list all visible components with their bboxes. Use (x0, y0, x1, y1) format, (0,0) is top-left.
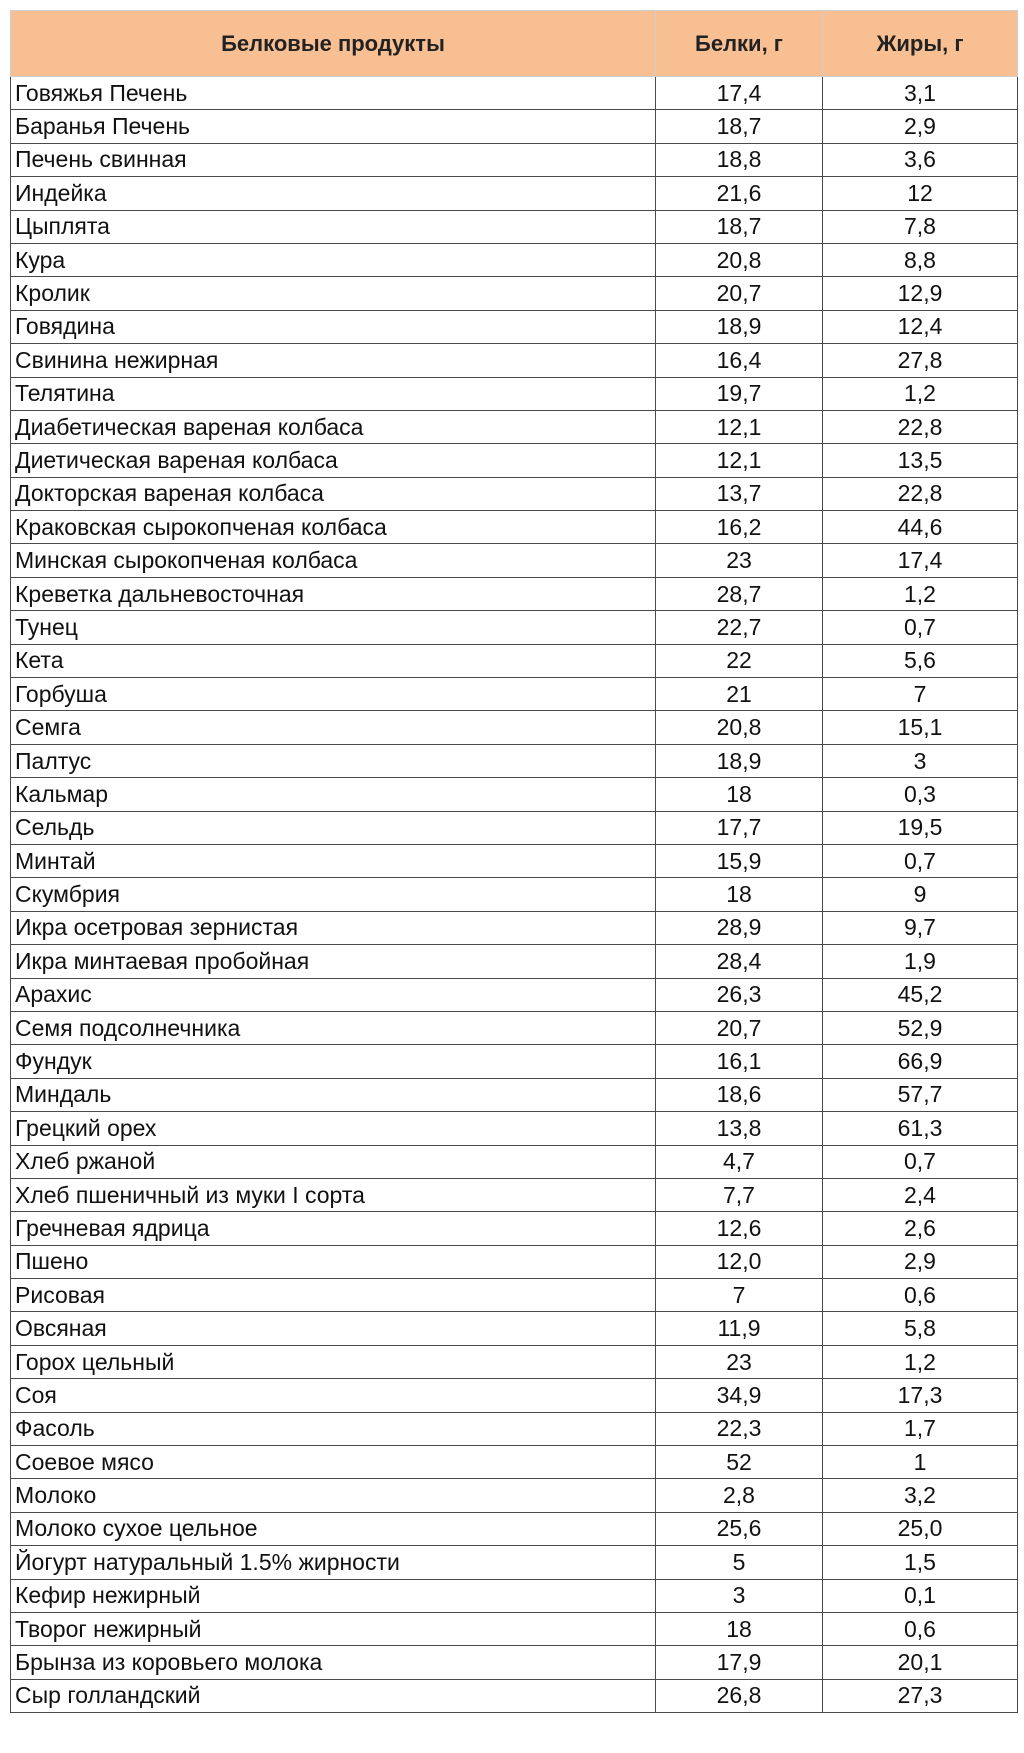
table-row (11, 644, 1018, 677)
fat-cell: 3,6 (823, 143, 1018, 176)
protein-cell: 21,6 (656, 177, 823, 210)
product-name-cell: Хлеб ржаной (11, 1145, 656, 1178)
product-name-cell: Кальмар (11, 778, 656, 811)
product-name-cell: Диетическая вареная колбаса (11, 444, 656, 477)
protein-cell: 3 (656, 1579, 823, 1612)
protein-cell: 21 (656, 678, 823, 711)
product-name-cell: Сыр голландский (11, 1679, 656, 1712)
product-name-cell: Баранья Печень (11, 110, 656, 143)
protein-cell: 22 (656, 644, 823, 677)
fat-cell: 12 (823, 177, 1018, 210)
product-name-cell: Креветка дальневосточная (11, 577, 656, 610)
protein-cell: 18 (656, 878, 823, 911)
protein-cell: 17,4 (656, 77, 823, 110)
fat-cell: 12,9 (823, 277, 1018, 310)
table-row (11, 277, 1018, 310)
table-row (11, 210, 1018, 243)
protein-cell: 13,7 (656, 477, 823, 510)
product-name-cell: Минская сырокопченая колбаса (11, 544, 656, 577)
protein-cell: 20,7 (656, 277, 823, 310)
table-row (11, 1612, 1018, 1645)
table-row (11, 177, 1018, 210)
product-name-cell: Горох цельный (11, 1345, 656, 1378)
product-name-cell: Рисовая (11, 1279, 656, 1312)
protein-cell: 5 (656, 1546, 823, 1579)
product-name-cell: Диабетическая вареная колбаса (11, 410, 656, 443)
fat-cell: 0,7 (823, 611, 1018, 644)
table-row (11, 243, 1018, 276)
fat-cell: 8,8 (823, 243, 1018, 276)
table-row (11, 377, 1018, 410)
product-name-cell: Горбуша (11, 678, 656, 711)
table-row (11, 577, 1018, 610)
fat-cell: 1,2 (823, 1345, 1018, 1378)
fat-cell: 5,8 (823, 1312, 1018, 1345)
fat-cell: 1,2 (823, 377, 1018, 410)
fat-cell: 1,2 (823, 577, 1018, 610)
table-row (11, 978, 1018, 1011)
table-row (11, 544, 1018, 577)
fat-cell: 13,5 (823, 444, 1018, 477)
table-row (11, 310, 1018, 343)
table-header (11, 11, 1018, 77)
product-name-cell: Свинина нежирная (11, 344, 656, 377)
table-row (11, 1646, 1018, 1679)
fat-cell: 0,1 (823, 1579, 1018, 1612)
fat-cell: 20,1 (823, 1646, 1018, 1679)
fat-cell: 0,3 (823, 778, 1018, 811)
protein-cell: 18,7 (656, 110, 823, 143)
protein-cell: 20,8 (656, 243, 823, 276)
fat-cell: 2,9 (823, 1245, 1018, 1278)
protein-cell: 52 (656, 1446, 823, 1479)
fat-cell: 7 (823, 678, 1018, 711)
product-name-cell: Говядина (11, 310, 656, 343)
fat-cell: 9,7 (823, 911, 1018, 944)
protein-cell: 18,6 (656, 1078, 823, 1111)
protein-cell: 20,8 (656, 711, 823, 744)
product-name-cell: Палтус (11, 744, 656, 777)
fat-cell: 0,6 (823, 1279, 1018, 1312)
protein-cell: 12,1 (656, 444, 823, 477)
table-row (11, 143, 1018, 176)
protein-cell: 18 (656, 1612, 823, 1645)
product-name-cell: Кефир нежирный (11, 1579, 656, 1612)
table-row (11, 1579, 1018, 1612)
table-row (11, 611, 1018, 644)
protein-cell: 4,7 (656, 1145, 823, 1178)
protein-cell: 12,6 (656, 1212, 823, 1245)
protein-cell: 15,9 (656, 844, 823, 877)
protein-cell: 19,7 (656, 377, 823, 410)
product-name-cell: Говяжья Печень (11, 77, 656, 110)
product-name-cell: Скумбрия (11, 878, 656, 911)
fat-cell: 3,1 (823, 77, 1018, 110)
fat-cell: 2,6 (823, 1212, 1018, 1245)
protein-cell: 34,9 (656, 1379, 823, 1412)
table-row (11, 711, 1018, 744)
header-row (11, 11, 1018, 77)
protein-cell: 28,9 (656, 911, 823, 944)
fat-cell: 3 (823, 744, 1018, 777)
fat-cell: 1 (823, 1446, 1018, 1479)
product-name-cell: Кролик (11, 277, 656, 310)
product-name-cell: Фундук (11, 1045, 656, 1078)
protein-cell: 13,8 (656, 1112, 823, 1145)
table-row (11, 1045, 1018, 1078)
protein-cell: 18,9 (656, 744, 823, 777)
protein-cell: 28,4 (656, 945, 823, 978)
table-row (11, 911, 1018, 944)
table-row (11, 1412, 1018, 1445)
table-row (11, 1312, 1018, 1345)
product-name-cell: Кура (11, 243, 656, 276)
product-name-cell: Овсяная (11, 1312, 656, 1345)
protein-cell: 18 (656, 778, 823, 811)
table-row (11, 1279, 1018, 1312)
table-row (11, 1178, 1018, 1211)
product-name-cell: Грецкий орех (11, 1112, 656, 1145)
fat-cell: 22,8 (823, 410, 1018, 443)
table-row (11, 945, 1018, 978)
product-name-cell: Телятина (11, 377, 656, 410)
table-row (11, 844, 1018, 877)
fat-cell: 27,3 (823, 1679, 1018, 1712)
table-row (11, 344, 1018, 377)
table-row (11, 1512, 1018, 1545)
fat-cell: 3,2 (823, 1479, 1018, 1512)
fat-cell: 0,7 (823, 1145, 1018, 1178)
table-row (11, 1446, 1018, 1479)
product-name-cell: Гречневая ядрица (11, 1212, 656, 1245)
fat-cell: 17,4 (823, 544, 1018, 577)
fat-cell: 1,9 (823, 945, 1018, 978)
product-name-cell: Пшено (11, 1245, 656, 1278)
table-row (11, 1212, 1018, 1245)
fat-cell: 25,0 (823, 1512, 1018, 1545)
table-row (11, 811, 1018, 844)
product-name-cell: Докторская вареная колбаса (11, 477, 656, 510)
fat-cell: 45,2 (823, 978, 1018, 1011)
protein-cell: 16,1 (656, 1045, 823, 1078)
fat-cell: 1,5 (823, 1546, 1018, 1579)
fat-cell: 5,6 (823, 644, 1018, 677)
fat-cell: 12,4 (823, 310, 1018, 343)
product-name-cell: Сельдь (11, 811, 656, 844)
product-name-cell: Творог нежирный (11, 1612, 656, 1645)
protein-cell: 22,3 (656, 1412, 823, 1445)
table-row (11, 1546, 1018, 1579)
table-row (11, 1345, 1018, 1378)
protein-cell: 12,0 (656, 1245, 823, 1278)
protein-cell: 28,7 (656, 577, 823, 610)
table-row (11, 778, 1018, 811)
protein-cell: 23 (656, 1345, 823, 1378)
table-row (11, 1479, 1018, 1512)
protein-cell: 17,7 (656, 811, 823, 844)
product-name-cell: Соя (11, 1379, 656, 1412)
product-name-cell: Брынза из коровьего молока (11, 1646, 656, 1679)
fat-cell: 0,7 (823, 844, 1018, 877)
fat-cell: 52,9 (823, 1011, 1018, 1044)
protein-cell: 7 (656, 1279, 823, 1312)
fat-cell: 19,5 (823, 811, 1018, 844)
product-name-cell: Икра осетровая зернистая (11, 911, 656, 944)
product-name-cell: Хлеб пшеничный из муки I сорта (11, 1178, 656, 1211)
fat-cell: 2,9 (823, 110, 1018, 143)
fat-cell: 66,9 (823, 1045, 1018, 1078)
table-row (11, 744, 1018, 777)
fat-cell: 2,4 (823, 1178, 1018, 1211)
product-name-cell: Семя подсолнечника (11, 1011, 656, 1044)
table-body (11, 77, 1018, 1713)
protein-cell: 7,7 (656, 1178, 823, 1211)
product-name-cell: Фасоль (11, 1412, 656, 1445)
table-row (11, 477, 1018, 510)
product-name-cell: Молоко сухое цельное (11, 1512, 656, 1545)
product-name-cell: Минтай (11, 844, 656, 877)
protein-cell: 25,6 (656, 1512, 823, 1545)
product-name-cell: Молоко (11, 1479, 656, 1512)
table-row (11, 1245, 1018, 1278)
protein-cell: 20,7 (656, 1011, 823, 1044)
table-row (11, 1379, 1018, 1412)
table-row (11, 444, 1018, 477)
product-name-cell: Цыплята (11, 210, 656, 243)
protein-cell: 17,9 (656, 1646, 823, 1679)
product-name-cell: Краковская сырокопченая колбаса (11, 511, 656, 544)
product-name-cell: Йогурт натуральный 1.5% жирности (11, 1546, 656, 1579)
table-row (11, 410, 1018, 443)
protein-fat-table (10, 10, 1018, 1713)
fat-cell: 1,7 (823, 1412, 1018, 1445)
fat-cell: 22,8 (823, 477, 1018, 510)
product-name-cell: Индейка (11, 177, 656, 210)
fat-cell: 0,6 (823, 1612, 1018, 1645)
protein-cell: 18,9 (656, 310, 823, 343)
nutrition-table-container (10, 10, 1017, 1713)
fat-cell: 17,3 (823, 1379, 1018, 1412)
product-name-cell: Арахис (11, 978, 656, 1011)
fat-cell: 61,3 (823, 1112, 1018, 1145)
table-row (11, 1078, 1018, 1111)
product-name-cell: Кета (11, 644, 656, 677)
protein-cell: 18,8 (656, 143, 823, 176)
product-name-cell: Семга (11, 711, 656, 744)
table-row (11, 110, 1018, 143)
fat-cell: 57,7 (823, 1078, 1018, 1111)
product-name-cell: Соевое мясо (11, 1446, 656, 1479)
protein-cell: 12,1 (656, 410, 823, 443)
table-row (11, 1145, 1018, 1178)
table-row (11, 678, 1018, 711)
table-row (11, 1011, 1018, 1044)
header-fat: Жиры, г (823, 11, 1018, 77)
protein-cell: 16,4 (656, 344, 823, 377)
protein-cell: 16,2 (656, 511, 823, 544)
fat-cell: 7,8 (823, 210, 1018, 243)
protein-cell: 2,8 (656, 1479, 823, 1512)
protein-cell: 26,3 (656, 978, 823, 1011)
product-name-cell: Икра минтаевая пробойная (11, 945, 656, 978)
product-name-cell: Печень свинная (11, 143, 656, 176)
header-protein: Белки, г (656, 11, 823, 77)
table-row (11, 878, 1018, 911)
protein-cell: 18,7 (656, 210, 823, 243)
product-name-cell: Миндаль (11, 1078, 656, 1111)
protein-cell: 23 (656, 544, 823, 577)
table-row (11, 1112, 1018, 1145)
fat-cell: 27,8 (823, 344, 1018, 377)
protein-cell: 22,7 (656, 611, 823, 644)
header-product: Белковые продукты (11, 11, 656, 77)
protein-cell: 11,9 (656, 1312, 823, 1345)
table-row (11, 77, 1018, 110)
fat-cell: 44,6 (823, 511, 1018, 544)
table-row (11, 511, 1018, 544)
product-name-cell: Тунец (11, 611, 656, 644)
fat-cell: 9 (823, 878, 1018, 911)
table-row (11, 1679, 1018, 1712)
fat-cell: 15,1 (823, 711, 1018, 744)
protein-cell: 26,8 (656, 1679, 823, 1712)
